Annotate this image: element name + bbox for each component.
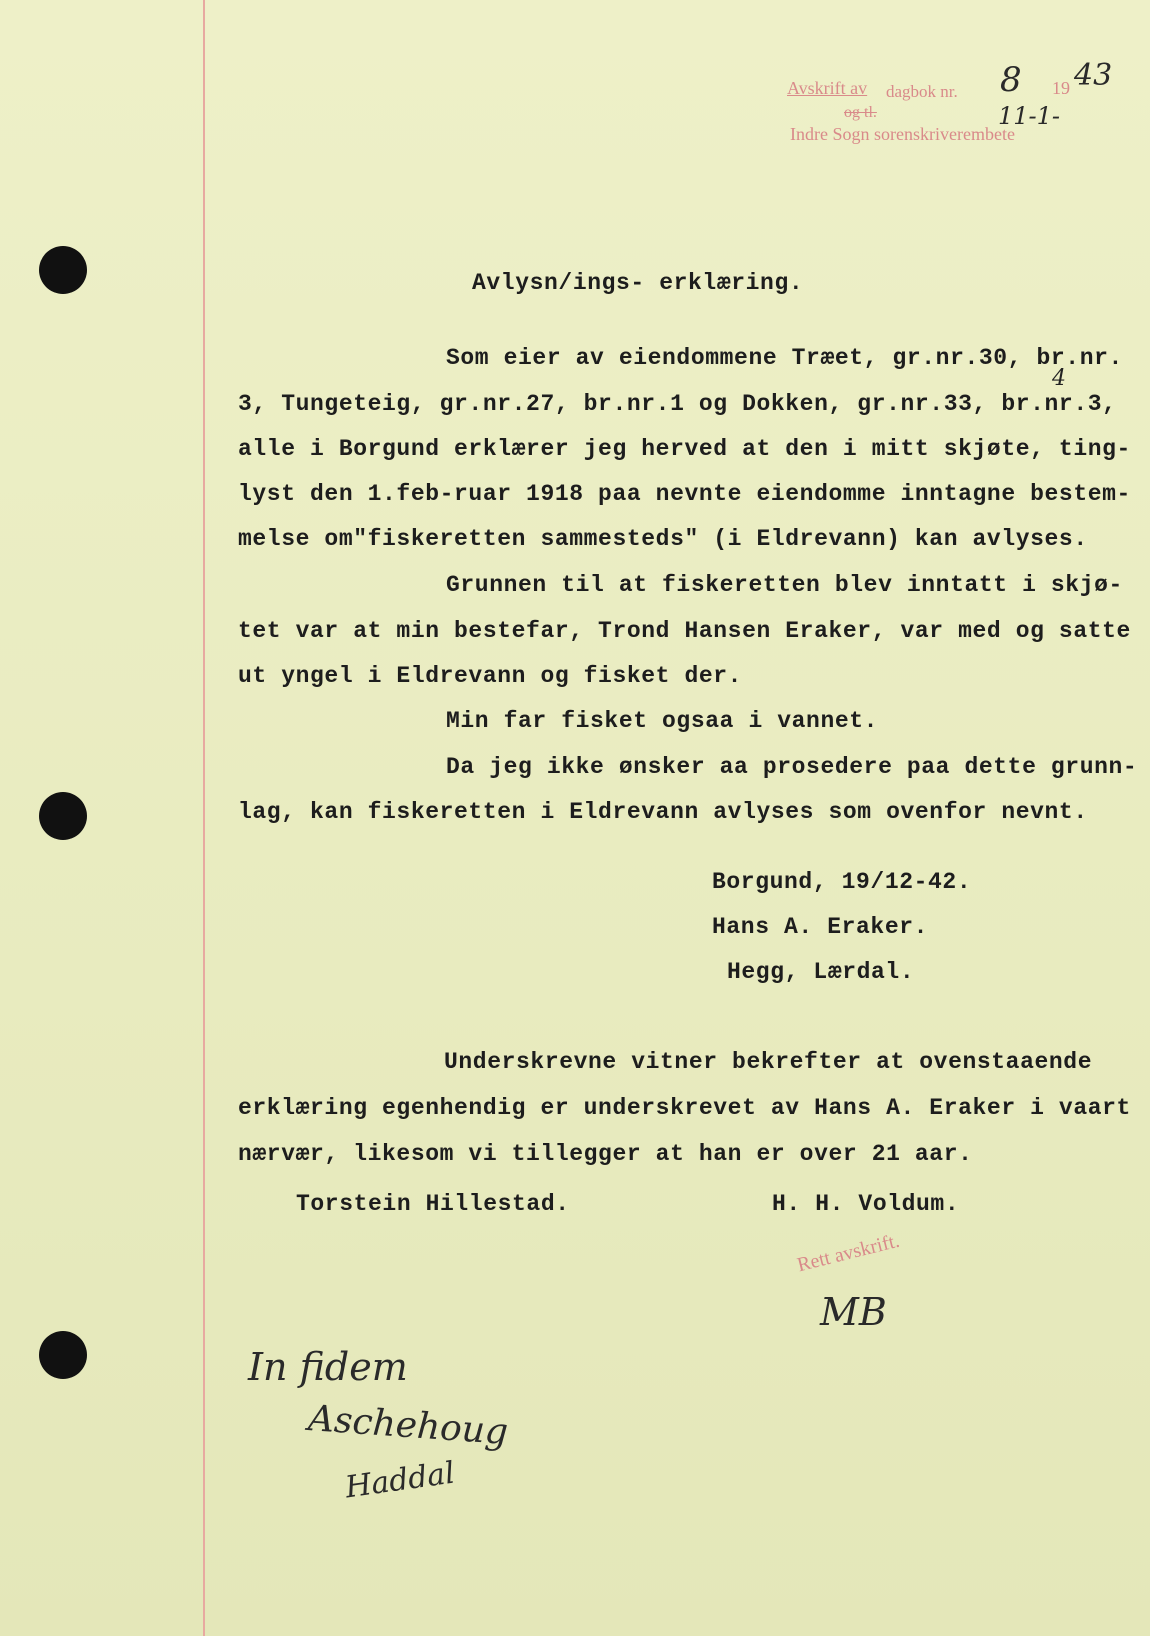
body-line: 3, Tungeteig, gr.nr.27, br.nr.1 og Dokken, gr.nr.33, br.nr.3,: [238, 391, 1117, 417]
signoff-place-date: Borgund, 19/12-42.: [712, 869, 972, 895]
stamp-number: 8: [1000, 60, 1022, 100]
stamp-office: Indre Sogn sorenskriverembete: [790, 124, 1015, 144]
stamp-dagbok-label: dagbok nr.: [886, 82, 958, 101]
body-line: Som eier av eiendommene Træet, gr.nr.30, br.nr.: [446, 345, 1123, 371]
stamp-year-prefix: 19: [1052, 78, 1070, 98]
witness-line: nærvær, likesom vi tillegger at han er over 21 aar.: [238, 1141, 973, 1167]
stamp-label: Avskrift av: [787, 78, 868, 98]
body-line: tet var at min bestefar, Trond Hansen Eraker, var med og satte: [238, 618, 1131, 644]
certification-initials: MB: [820, 1290, 887, 1334]
body-line: Da jeg ikke ønsker aa prosedere paa dette grunn-: [446, 754, 1138, 780]
body-line: alle i Borgund erklærer jeg herved at den i mitt skjøte, ting-: [238, 436, 1131, 462]
signoff-name: Hans A. Eraker.: [712, 914, 929, 940]
body-line: ut yngel i Eldrevann og fisket der.: [238, 663, 743, 689]
witness-left: Torstein Hillestad.: [296, 1191, 570, 1217]
stamp-year: 43: [1074, 58, 1113, 93]
punch-hole: [39, 792, 87, 840]
body-line: melse om"fiskeretten sammesteds" (i Eldrevann) kan avlyses.: [238, 526, 1088, 552]
body-line: lyst den 1.feb-ruar 1918 paa nevnte eiendomme inntagne bestem-: [238, 481, 1131, 507]
handwritten-line: In fidem: [248, 1345, 408, 1389]
margin-rule: [203, 0, 205, 1636]
body-line: lag, kan fiskeretten i Eldrevann avlyses som ovenfor nevnt.: [238, 799, 1088, 825]
stamp-line2: og tl.: [844, 104, 877, 121]
certification-stamp: Rett avskrift.: [795, 1229, 902, 1277]
handwritten-signature: Aschehoug: [306, 1398, 510, 1453]
body-line: Min far fisket ogsaa i vannet.: [446, 708, 879, 734]
punch-hole: [39, 1331, 87, 1379]
handwritten-line: Haddal: [343, 1455, 457, 1506]
handwritten-correction: 4: [1052, 366, 1066, 391]
stamp-date: 11-1-: [998, 102, 1061, 130]
signoff-address: Hegg, Lærdal.: [727, 959, 915, 985]
witness-line: erklæring egenhendig er underskrevet av Hans A. Eraker i vaart: [238, 1095, 1131, 1121]
body-line: Grunnen til at fiskeretten blev inntatt i skjø-: [446, 572, 1123, 598]
document-title: Avlysn/ings- erklæring.: [472, 270, 804, 296]
witness-right: H. H. Voldum.: [772, 1191, 960, 1217]
punch-hole: [39, 246, 87, 294]
witness-line: Underskrevne vitner bekrefter at ovenstaaende: [444, 1049, 1093, 1075]
